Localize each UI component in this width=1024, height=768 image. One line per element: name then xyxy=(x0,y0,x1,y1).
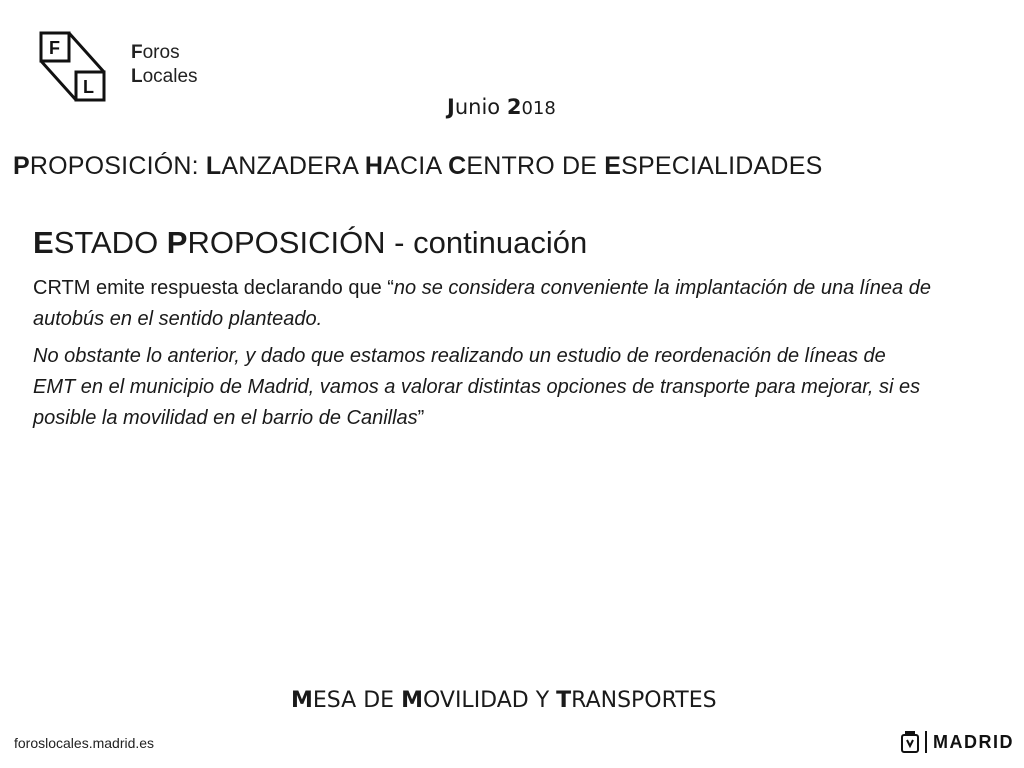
prop-part: P xyxy=(13,152,30,180)
state-part: STADO xyxy=(53,225,167,260)
mesa-part: M xyxy=(401,688,423,713)
state-part: E xyxy=(33,225,54,260)
prop-part: ACIA xyxy=(383,152,449,180)
logo-cap-f: F xyxy=(131,42,143,63)
logo-wordmark xyxy=(131,41,198,89)
prop-part: ENTRO DE xyxy=(466,152,605,180)
mesa-part: ESA DE xyxy=(312,688,402,713)
prop-part: ANZADERA xyxy=(221,152,365,180)
prop-part: H xyxy=(364,152,384,180)
date-cap: J xyxy=(447,95,455,119)
logo-locales: ocales xyxy=(142,66,198,87)
mesa-title xyxy=(291,688,717,713)
foros-locales-logo-icon xyxy=(38,30,108,104)
state-title xyxy=(33,225,587,261)
paragraph1-plain: CRTM emite respuesta declarando que “ xyxy=(33,277,394,299)
logo-cap-l: L xyxy=(131,66,143,87)
madrid-branding xyxy=(901,731,1014,753)
prop-part: SPECIALIDADES xyxy=(621,152,823,180)
paragraph1-quote: no se considera conveniente la implantación de una línea de autobús en el sentido planteado. xyxy=(33,277,931,330)
logo-glyph-l: L xyxy=(83,77,94,97)
response-paragraph xyxy=(33,273,933,335)
state-part: ROPOSICIÓN - continuación xyxy=(187,225,588,260)
prop-part: ROPOSICIÓN: xyxy=(29,152,206,180)
prop-part: E xyxy=(604,152,622,180)
date-year-rest: 018 xyxy=(521,98,556,119)
followup-paragraph xyxy=(33,341,933,434)
prop-part: L xyxy=(205,152,222,180)
paragraph2-quote: No obstante lo anterior, y dado que estamos realizando un estudio de reordenación de líneas de EMT en el municipio de Madrid, vamos a valorar distintas opciones de transporte para mejorar, si es posible la movilidad en el barrio de Canillas xyxy=(33,345,921,429)
madrid-wordmark: MADRID xyxy=(933,731,1014,752)
paragraph2-close-quote: ” xyxy=(417,407,425,429)
logo-foros: oros xyxy=(142,42,180,63)
date-year-cap: 2 xyxy=(506,95,522,119)
prop-part: C xyxy=(448,152,467,180)
mesa-part: OVILIDAD Y xyxy=(422,688,557,713)
mesa-part: M xyxy=(291,688,313,713)
logo-glyph-f: F xyxy=(49,38,60,58)
mesa-part: T xyxy=(556,688,572,713)
state-part: P xyxy=(166,225,188,260)
date-month: unio xyxy=(454,95,507,119)
website-link[interactable]: foroslocales.madrid.es xyxy=(14,735,155,751)
mesa-part: RANSPORTES xyxy=(571,688,717,713)
branding-divider xyxy=(925,731,927,753)
date-label xyxy=(447,95,556,119)
madrid-crest-icon xyxy=(901,731,919,753)
proposition-title xyxy=(13,152,822,181)
